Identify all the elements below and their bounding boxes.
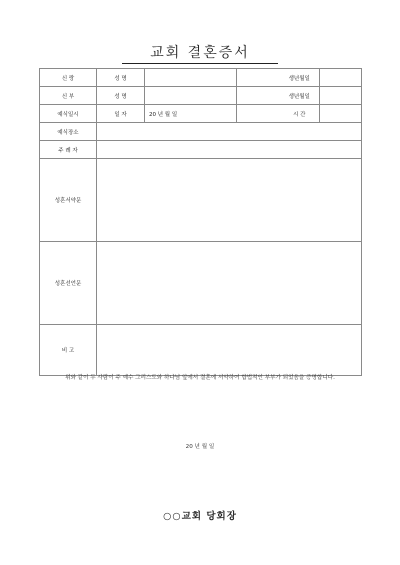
bride-name-field[interactable] (145, 87, 237, 105)
vows-field[interactable] (97, 159, 362, 242)
groom-label: 신 랑 (40, 69, 97, 87)
certification-statement: 위와 같이 두 사람이 주 예수 그리스도와 하나님 앞에서 결혼에 서약하여 합법적인 부부가 되었음을 증명합니다. (65, 375, 335, 381)
time-label: 시 간 (280, 105, 320, 123)
bride-birthdate-label: 생년월일 (280, 87, 320, 105)
declaration-row (40, 242, 362, 325)
remarks-row (40, 325, 362, 376)
certificate-table (39, 68, 362, 376)
declaration-field[interactable] (97, 242, 362, 325)
footer-date: 20 년 월 일 (185, 444, 215, 450)
bride-label: 신 부 (40, 87, 97, 105)
vows-label: 성혼서약문 (40, 159, 97, 242)
officiant-row (40, 141, 362, 159)
venue-field[interactable] (97, 123, 362, 141)
groom-birthdate-label: 생년월일 (280, 69, 320, 87)
document-title (0, 42, 400, 62)
remarks-field[interactable] (97, 325, 362, 376)
ceremony-row (40, 105, 362, 123)
title-text: 교회 결혼증서 (122, 45, 278, 64)
date-label: 일 자 (97, 105, 145, 123)
venue-label: 예식장소 (40, 123, 97, 141)
vows-row (40, 159, 362, 242)
venue-row (40, 123, 362, 141)
groom-name-label: 성 명 (97, 69, 145, 87)
time-field[interactable] (320, 105, 362, 123)
ceremony-date-label: 예식일시 (40, 105, 97, 123)
bride-spacer (237, 87, 280, 105)
groom-row (40, 69, 362, 87)
declaration-label: 성혼선언문 (40, 242, 97, 325)
signer-name: ○○교회 당회장 (163, 511, 237, 522)
groom-birthdate-field[interactable] (320, 69, 362, 87)
date-value-field[interactable]: 20 년 월 일 (145, 105, 237, 123)
officiant-field[interactable] (97, 141, 362, 159)
time-spacer (237, 105, 280, 123)
bride-row (40, 87, 362, 105)
groom-spacer (237, 69, 280, 87)
groom-name-field[interactable] (145, 69, 237, 87)
bride-birthdate-field[interactable] (320, 87, 362, 105)
bride-name-label: 성 명 (97, 87, 145, 105)
remarks-label: 비 고 (40, 325, 97, 376)
officiant-label: 주 례 자 (40, 141, 97, 159)
